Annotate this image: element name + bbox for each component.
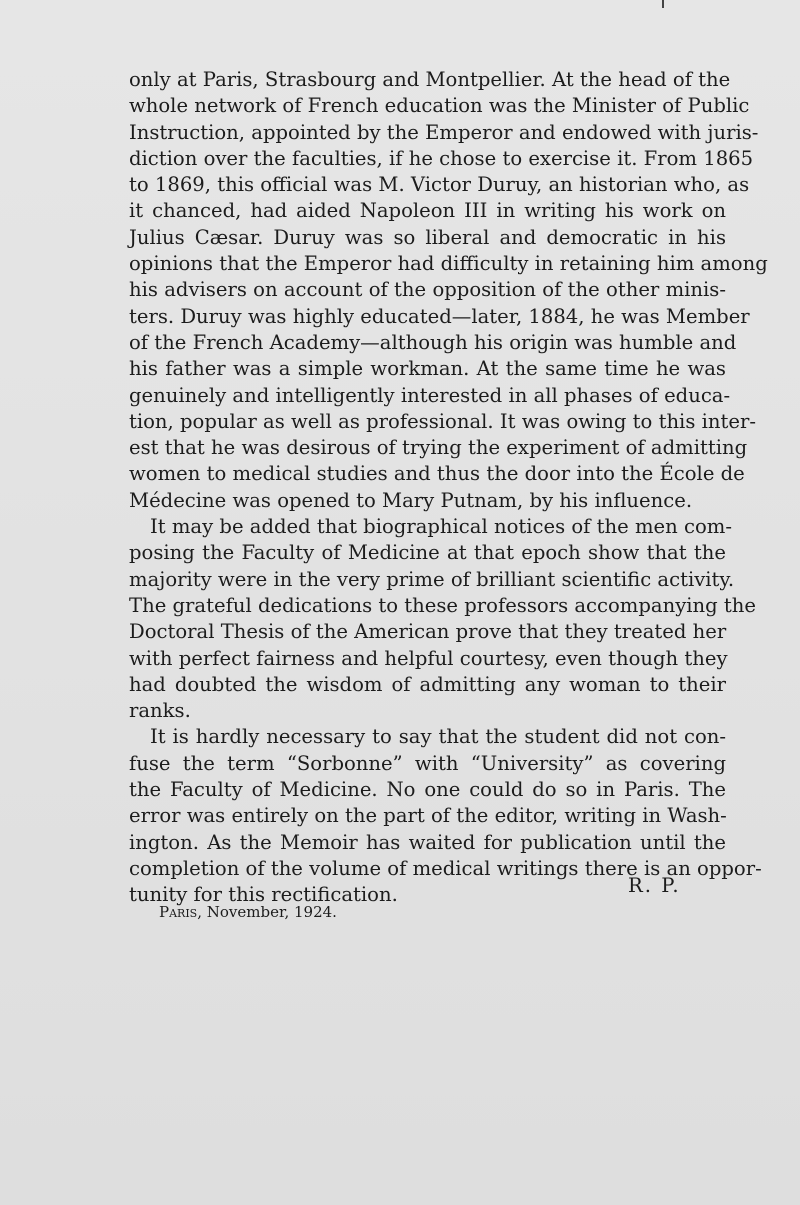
signature-initials: R. P.	[628, 874, 681, 897]
text-line: est that he was desirous of trying the experiment of admitting	[129, 436, 748, 460]
text-line: only at Paris, Strasbourg and Montpellier. At the head of the	[129, 68, 731, 91]
text-line: with perfect fairness and helpful courtesy, even though they	[129, 646, 728, 670]
text-line: Médecine was opened to Mary Putnam, by his influence.	[129, 488, 693, 512]
paragraph-p1	[129, 67, 768, 514]
text-line: tion, popular as well as professional. It was owing to this inter-	[129, 409, 756, 433]
text-line: Doctoral Thesis of the American prove that they treated her	[129, 620, 727, 644]
dateline-date: , November, 1924.	[197, 903, 337, 921]
text-line: The grateful dedications to these professors accompanying the	[129, 593, 757, 617]
text-line: ranks.	[129, 699, 191, 723]
dateline	[159, 903, 337, 921]
text-line: Instruction, appointed by the Emperor and endowed with juris-	[129, 120, 759, 144]
text-line: had doubted the wisdom of admitting any woman to their	[129, 672, 726, 696]
text-line: majority were in the very prime of brilliant scientific activity.	[129, 567, 735, 591]
text-line: whole network of French education was the Minister of Public	[129, 94, 750, 118]
text-line: posing the Faculty of Medicine at that epoch show that the	[129, 541, 726, 565]
text-line: ington. As the Memoir has waited for publication until the	[129, 830, 726, 854]
text-line: genuinely and intelligently interested in all phases of educa-	[129, 383, 731, 407]
text-line: it chanced, had aided Napoleon III in writing his work on	[129, 199, 726, 223]
text-line: to 1869, this official was M. Victor Duruy, an historian who, as	[129, 173, 750, 197]
text-line: fuse the term “Sorbonne” with “University” as covering	[129, 751, 726, 775]
text-line: of the French Academy—although his origin was humble and	[129, 330, 737, 354]
text-line: women to medical studies and thus the door into the École de	[129, 462, 745, 486]
dateline-place: Paris	[159, 903, 198, 921]
text-line: the Faculty of Medicine. No one could do so in Paris. The	[129, 778, 726, 802]
text-line: ters. Duruy was highly educated—later, 1884, he was Member	[129, 304, 750, 328]
body-text	[129, 67, 768, 909]
text-line: opinions that the Emperor had difficulty in retaining him among	[129, 252, 768, 276]
text-line: error was entirely on the part of the editor, writing in Wash-	[129, 804, 727, 828]
text-line: Julius Cæsar. Duruy was so liberal and democratic in his	[129, 225, 726, 249]
text-line: completion of the volume of medical writings there is an oppor-	[129, 856, 762, 880]
text-line: It is hardly necessary to say that the student did not con-	[150, 725, 726, 749]
text-line: his advisers on account of the opposition of the other minis-	[129, 278, 726, 302]
paragraph-p2	[129, 514, 757, 724]
text-line: tunity for this rectification.	[129, 883, 398, 907]
text-line: It may be added that biographical notices of the men com-	[150, 515, 732, 539]
text-line: his father was a simple workman. At the same time he was	[129, 357, 726, 381]
page-edge-mark	[662, 0, 664, 8]
text-line: diction over the faculties, if he chose to exercise it. From 1865	[129, 146, 754, 170]
